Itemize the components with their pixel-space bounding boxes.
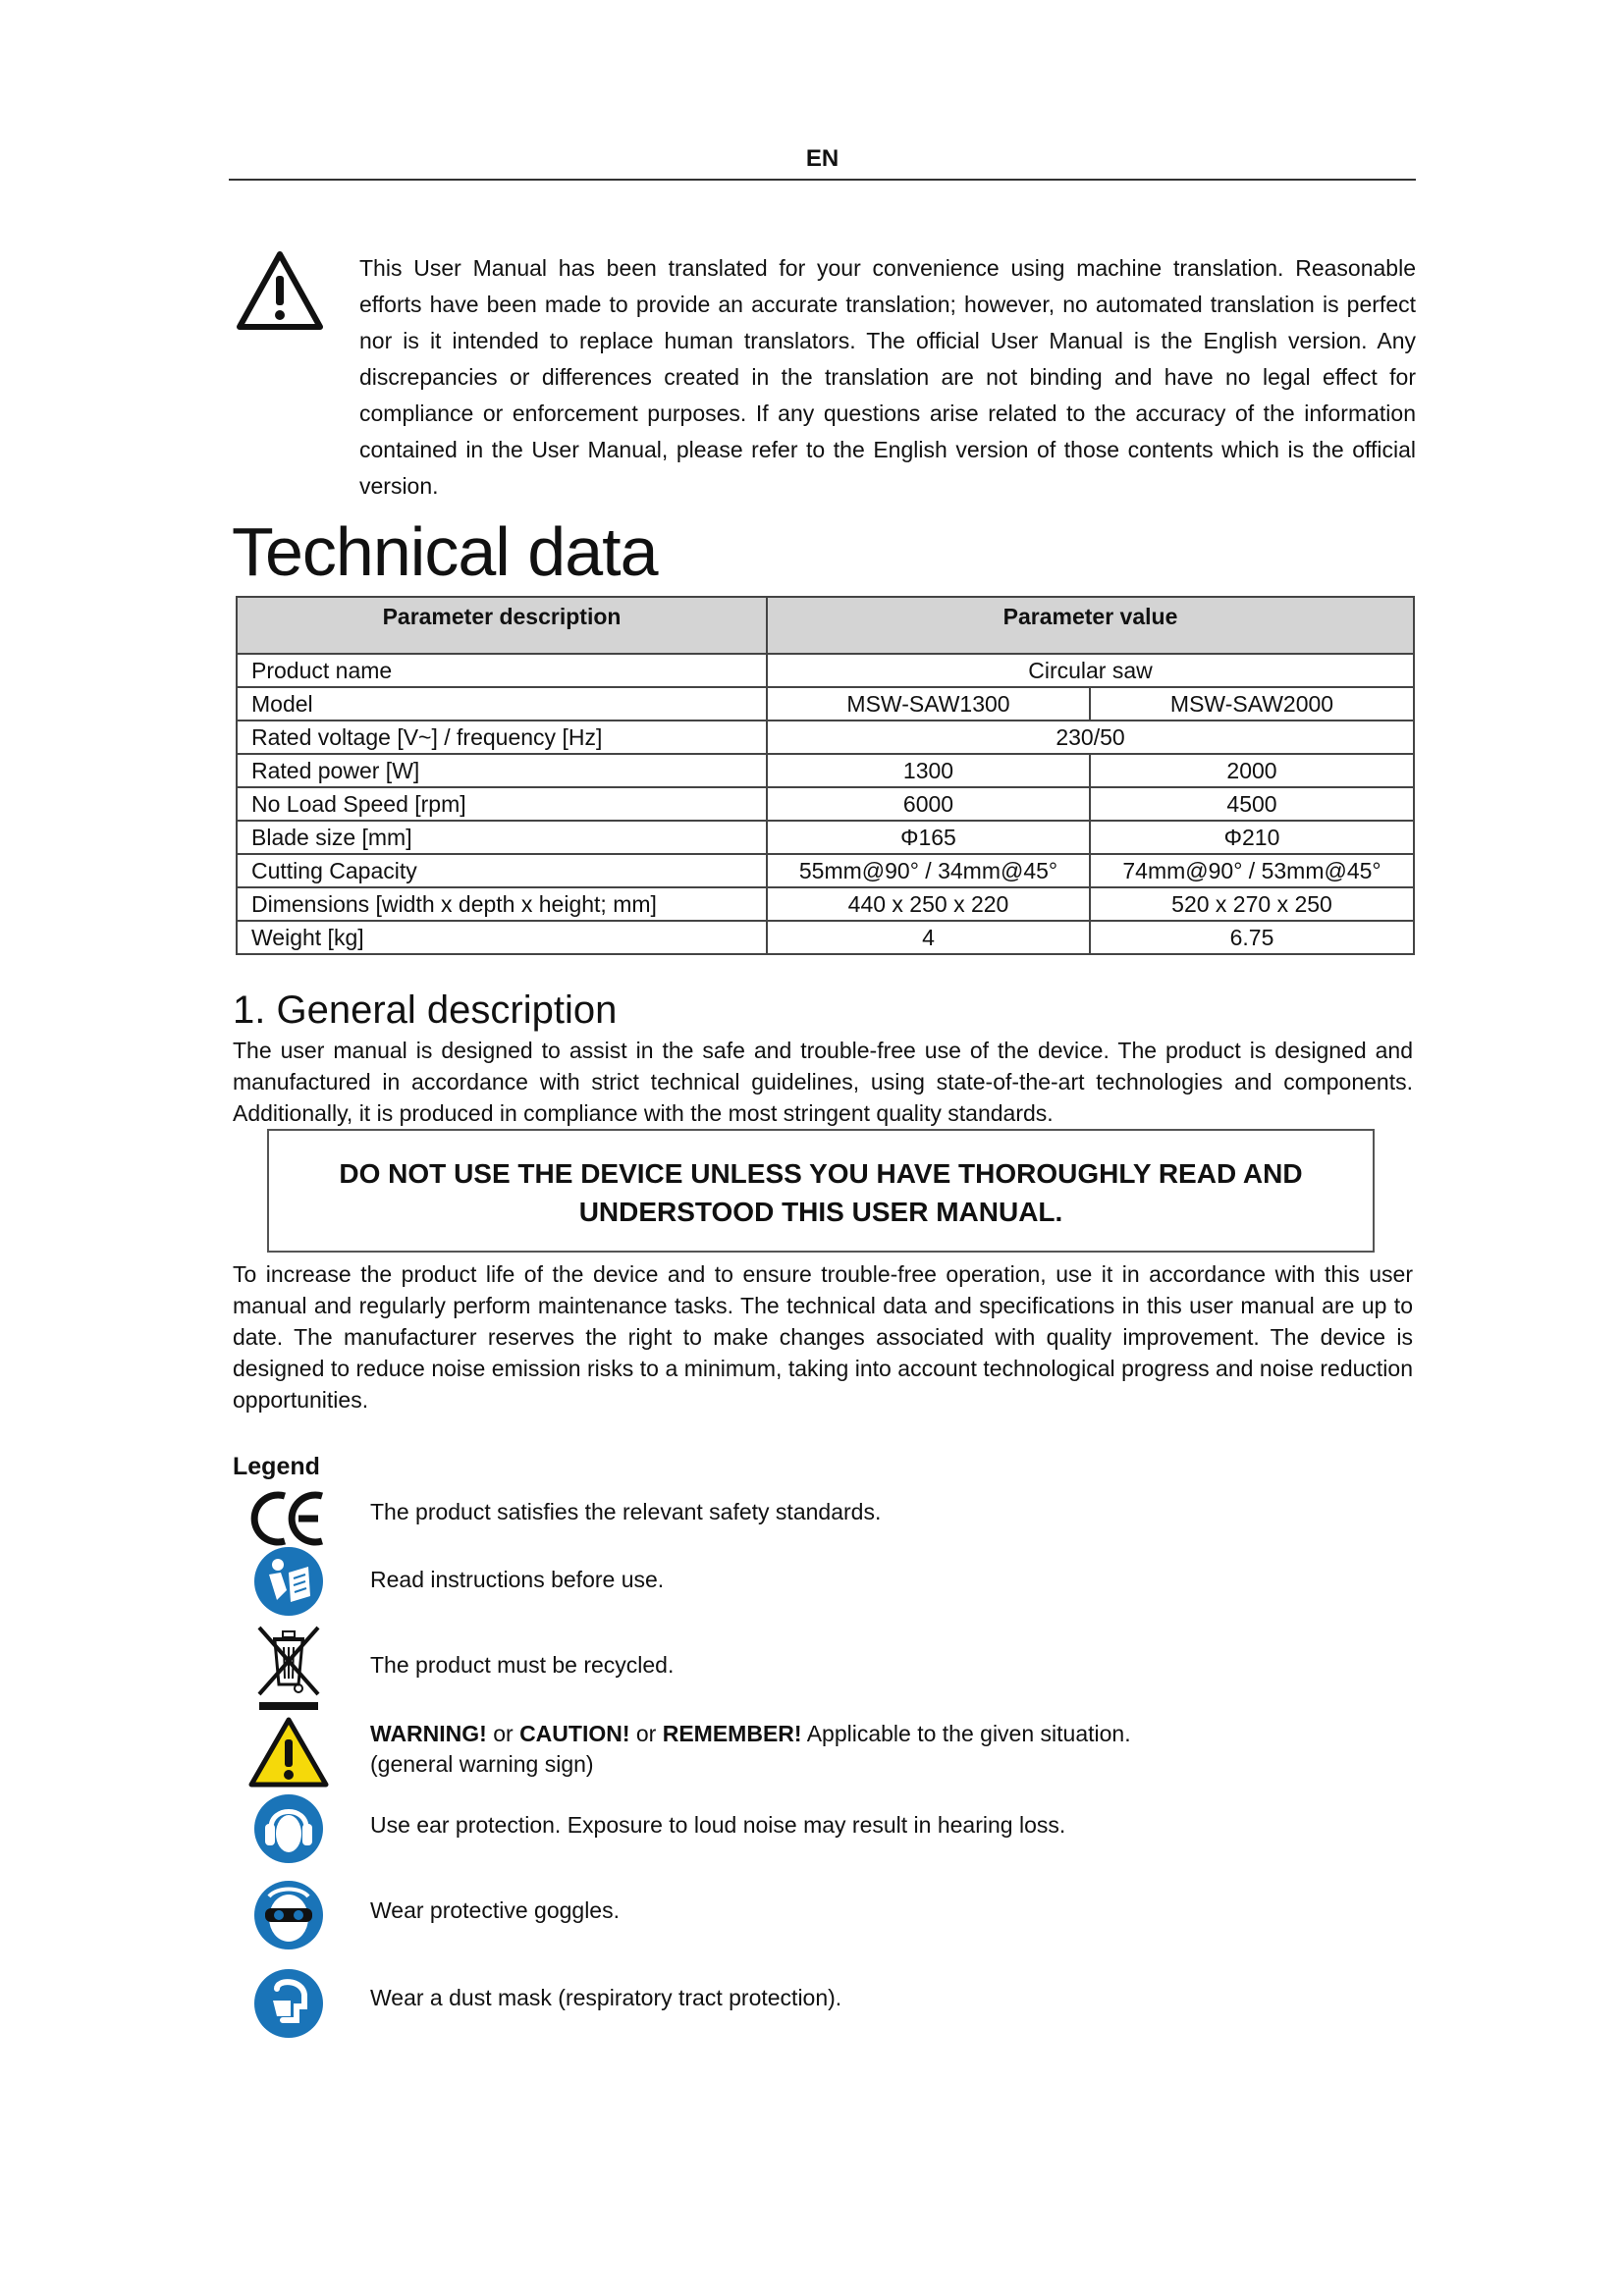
- row-value-model-1: 4: [767, 921, 1090, 954]
- row-value-model-2: 6.75: [1090, 921, 1414, 954]
- table-row: [237, 754, 1414, 787]
- goggles-icon: [247, 1879, 330, 1951]
- row-value-model-2: 2000: [1090, 754, 1414, 787]
- row-label: Rated power [W]: [237, 754, 767, 787]
- row-value-model-2: MSW-SAW2000: [1090, 687, 1414, 721]
- ce-mark-icon: [247, 1482, 330, 1555]
- caution-word: CAUTION!: [519, 1721, 630, 1746]
- header-rule: [229, 179, 1416, 181]
- technical-data-table: [236, 596, 1415, 955]
- table-row: [237, 921, 1414, 954]
- row-value-model-2: 4500: [1090, 787, 1414, 821]
- row-value-model-2: Φ210: [1090, 821, 1414, 854]
- recycle-bin-icon: [247, 1620, 330, 1714]
- row-label: No Load Speed [rpm]: [237, 787, 767, 821]
- legend-text-mask: Wear a dust mask (respiratory tract protection).: [370, 1985, 842, 2010]
- read-manual-notice-box: [267, 1129, 1375, 1253]
- row-label: Product name: [237, 654, 767, 687]
- general-paragraph-2: To increase the product life of the device and to ensure trouble-free operation, use it in accordance with this user manual and regularly perform maintenance tasks. The technical data and specifications in this user manual are up to date. The manufacturer reserves the right to make changes associated with quality improvement. The device is designed to reduce noise emission risks to a minimum, taking into account technological progress and noise reduction opportunities.: [233, 1261, 1413, 1413]
- table-row: [237, 687, 1414, 721]
- table-row: [237, 821, 1414, 854]
- row-label: Rated voltage [V~] / frequency [Hz]: [237, 721, 767, 754]
- table-row: [237, 721, 1414, 754]
- legend-text-goggles: Wear protective goggles.: [370, 1897, 620, 1923]
- row-value-model-1: 55mm@90° / 34mm@45°: [767, 854, 1090, 887]
- row-value-model-2: 74mm@90° / 53mm@45°: [1090, 854, 1414, 887]
- warning-rest: Applicable to the given situation.: [801, 1721, 1131, 1746]
- or-word: or: [486, 1721, 520, 1746]
- row-value-model-1: 1300: [767, 754, 1090, 787]
- column-header-value: Parameter value: [767, 597, 1414, 654]
- notice-line-1: DO NOT USE THE DEVICE UNLESS YOU HAVE THOROUGHLY READ AND: [339, 1158, 1303, 1189]
- or-word: or: [629, 1721, 663, 1746]
- row-value-model-2: 520 x 270 x 250: [1090, 887, 1414, 921]
- table-row: [237, 854, 1414, 887]
- warning-word: WARNING!: [370, 1721, 487, 1746]
- row-value: Circular saw: [767, 654, 1414, 687]
- row-label: Cutting Capacity: [237, 854, 767, 887]
- ear-protection-icon: [247, 1792, 330, 1865]
- general-paragraph-1: The user manual is designed to assist in the safe and trouble-free use of the device. The product is designed and manufactured in accordance with strict technical guidelines, using state-of-the-art technologies and components. Additionally, it is produced in compliance with the most stringent quality standards.: [233, 1038, 1413, 1126]
- language-label: EN: [805, 145, 839, 172]
- legend-text-ear: Use ear protection. Exposure to loud noise may result in hearing loss.: [370, 1812, 1066, 1838]
- table-row: [237, 887, 1414, 921]
- row-value-model-1: 440 x 250 x 220: [767, 887, 1090, 921]
- table-header-row: [237, 597, 1414, 654]
- read-manual-icon: [247, 1545, 330, 1618]
- row-value-model-1: Φ165: [767, 821, 1090, 854]
- row-value: 230/50: [767, 721, 1414, 754]
- legend-text-warning: [370, 1719, 1131, 1780]
- column-header-description: Parameter description: [237, 597, 767, 654]
- legend-text-ce: The product satisfies the relevant safety standards.: [370, 1499, 882, 1524]
- row-label: Blade size [mm]: [237, 821, 767, 854]
- page-title: Technical data: [232, 513, 658, 590]
- row-value-model-1: MSW-SAW1300: [767, 687, 1090, 721]
- row-label: Weight [kg]: [237, 921, 767, 954]
- legend-title: Legend: [233, 1453, 320, 1480]
- legend-text-read: Read instructions before use.: [370, 1567, 665, 1592]
- remember-word: REMEMBER!: [662, 1721, 802, 1746]
- dust-mask-icon: [247, 1967, 330, 2040]
- warning-triangle-icon: [236, 250, 324, 331]
- translation-disclaimer: This User Manual has been translated for your convenience using machine translation. Reasonable efforts have been made to provide an accurate translation; however, no automated translation is perfect nor is it intended to replace human translators. The official User Manual is the English version. Any discrepancies or differences created in the translation are not binding and have no legal effect for compliance or enforcement purposes. If any questions arise related to the accuracy of the information contained in the User Manual, please refer to the English version of those contents which is the official version.: [359, 255, 1416, 499]
- table-row: [237, 654, 1414, 687]
- general-warning-icon: [247, 1716, 330, 1789]
- table-row: [237, 787, 1414, 821]
- row-label: Dimensions [width x depth x height; mm]: [237, 887, 767, 921]
- notice-line-2: UNDERSTOOD THIS USER MANUAL.: [578, 1197, 1063, 1227]
- row-label: Model: [237, 687, 767, 721]
- legend-text-recycle: The product must be recycled.: [370, 1652, 675, 1678]
- row-value-model-1: 6000: [767, 787, 1090, 821]
- warning-subtitle: (general warning sign): [370, 1751, 594, 1777]
- section-heading-general: 1. General description: [233, 988, 618, 1032]
